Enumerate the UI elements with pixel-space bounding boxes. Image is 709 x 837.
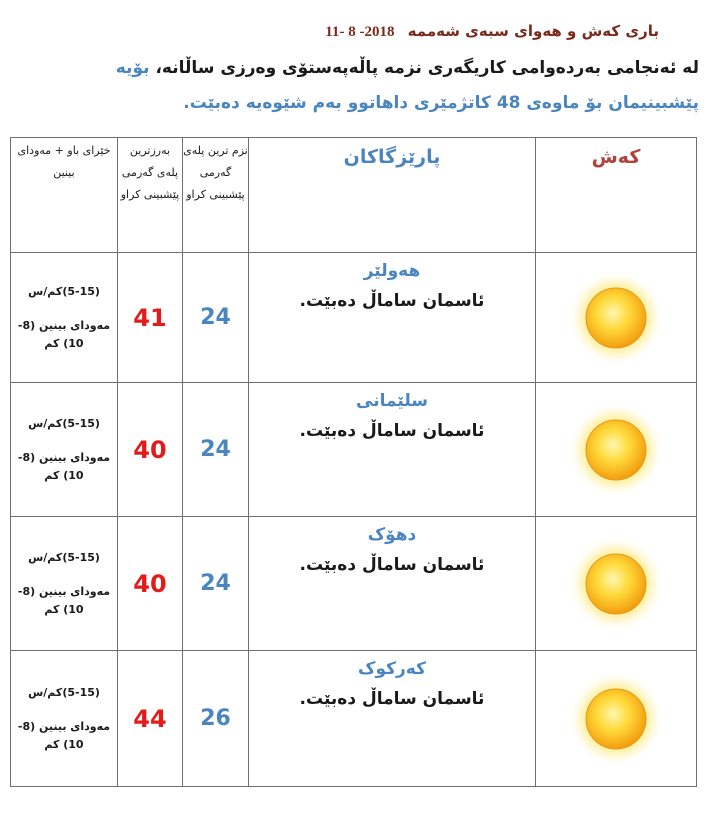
city-name: هەولێر [363,261,421,281]
weather-description: ئاسمان ساماڵ دەبێت. [299,421,485,441]
sun-icon [566,268,666,368]
forecast-table [10,137,697,787]
weather-description: ئاسمان ساماڵ دەبێت. [299,291,485,311]
max-temp: 40 [118,383,183,517]
max-temp: 44 [118,651,183,787]
min-temp: 24 [183,517,249,651]
wind-speed: (5-15)کم/س [28,416,100,430]
wind-visibility-cell [11,253,118,383]
weather-description: ئاسمان ساماڵ دەبێت. [299,555,485,575]
title-date: 2018- 8 -11 [325,24,395,40]
table-row [11,517,697,651]
min-temp: 24 [183,383,249,517]
table-row [11,383,697,517]
sun-icon [566,669,666,769]
header-wind-visibility: خێرای باو + مەودای بینین [11,138,118,253]
table-row [11,253,697,383]
region-cell [249,383,536,517]
visibility: مەودای بینین (8-10) کم [17,584,111,616]
intro-line-2: پێشبینیمان بۆ ماوەی 48 کاتژمێری داهاتوو بەم شێوەیە دەبێت. [183,93,699,113]
region-cell [249,253,536,383]
region-cell [249,651,536,787]
sun-icon [566,534,666,634]
intro-text: لە ئەنجامی بەردەوامی کاریگەری نزمە پاڵەپەستۆی وەرزی ساڵانە، [149,58,699,78]
max-temp: 41 [118,253,183,383]
wind-speed: (5-15)کم/س [28,284,100,298]
weather-description: ئاسمان ساماڵ دەبێت. [299,689,485,709]
city-name: دهۆک [367,525,417,545]
table-header-row [11,138,697,253]
weather-icon-cell [536,651,697,787]
header-weather: کەش [536,138,697,253]
region-cell [249,517,536,651]
weather-icon-cell [536,253,697,383]
title-text: باری کەش و هەوای سبەی شەممە [407,22,659,40]
city-name: کەرکوک [358,659,426,679]
sun-icon [566,400,666,500]
wind-visibility-cell [11,651,118,787]
max-temp: 40 [118,517,183,651]
header-min-temp: نزم ترین پلەی گەرمی پێشبینی کراو [183,138,249,253]
header-regions: پارێزگاکان [249,138,536,253]
wind-speed: (5-15)کم/س [28,550,100,564]
intro-text-highlight: بۆیە [115,58,150,78]
min-temp: 26 [183,651,249,787]
city-name: سلێمانی [356,391,428,411]
weather-icon-cell [536,383,697,517]
forecast-title [325,22,659,41]
visibility: مەودای بینین (8-10) کم [17,318,111,350]
wind-speed: (5-15)کم/س [28,685,100,699]
intro-line-1 [10,58,699,78]
min-temp: 24 [183,253,249,383]
visibility: مەودای بینین (8-10) کم [17,450,111,482]
wind-visibility-cell [11,517,118,651]
table-row [11,651,697,787]
wind-visibility-cell [11,383,118,517]
weather-icon-cell [536,517,697,651]
visibility: مەودای بینین (8-10) کم [17,719,111,751]
header-max-temp: بەرزترین پلەی گەرمی پێشبینی کراو [118,138,183,253]
